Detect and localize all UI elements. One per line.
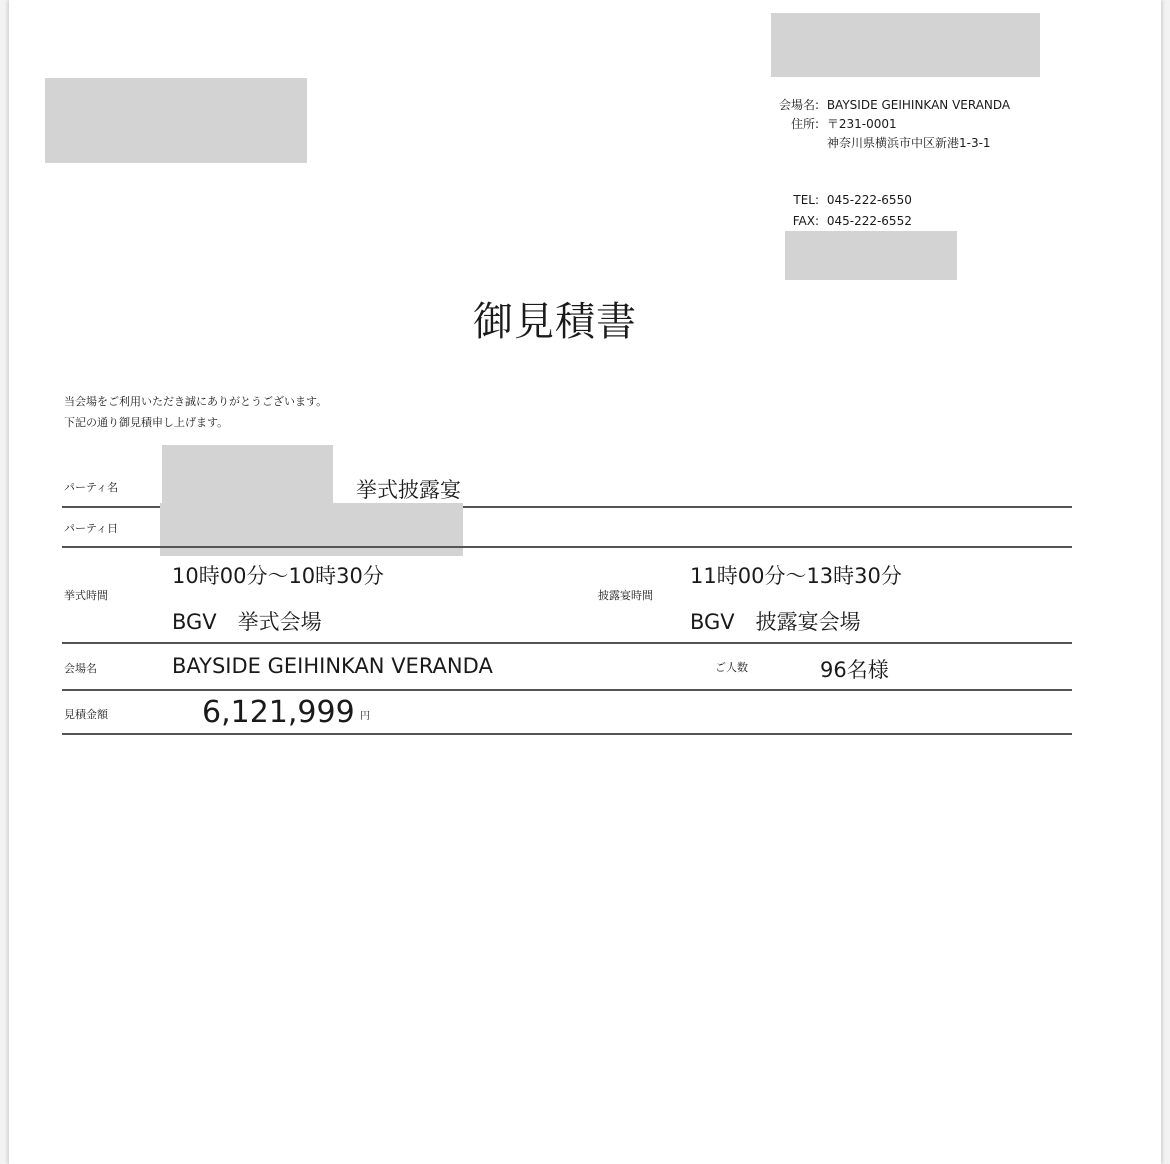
amount-unit: 円 <box>360 711 370 722</box>
intro-line-2: 下記の通り御見積申し上げます。 <box>64 416 229 429</box>
reception-time-label: 披露宴時間 <box>598 589 653 602</box>
venue-row-label: 会場名 <box>64 662 97 675</box>
redacted-party-date <box>160 503 463 556</box>
postal-code: 〒231-0001 <box>826 117 897 131</box>
amount-label: 見積金額 <box>64 708 108 721</box>
fax-value: 045-222-6552 <box>826 214 912 228</box>
intro-line-1: 当会場をご利用いただき誠にありがとうございます。 <box>64 395 328 408</box>
ceremony-time-label: 挙式時間 <box>64 589 108 602</box>
fax-line <box>729 214 912 228</box>
address-value: 神奈川県横浜市中区新港1-3-1 <box>827 136 991 150</box>
guests-value: 96名様 <box>820 658 889 682</box>
redacted-block-top-right <box>771 13 1040 77</box>
party-name-label: パーティ名 <box>64 481 119 494</box>
venue-name-label: 会場名: <box>778 98 819 112</box>
reception-time-value: 11時00分～13時30分 <box>690 564 902 588</box>
divider-3 <box>62 642 1072 644</box>
venue-row-value: BAYSIDE GEIHINKAN VERANDA <box>172 654 493 678</box>
divider-5 <box>62 733 1072 735</box>
document-title: 御見積書 <box>473 299 637 345</box>
ceremony-time-value: 10時00分～10時30分 <box>172 564 384 588</box>
redacted-block-stamp <box>785 231 957 280</box>
fax-label: FAX: <box>792 214 819 228</box>
ceremony-place-value: BGV 挙式会場 <box>172 610 322 634</box>
tel-value: 045-222-6550 <box>826 193 912 207</box>
party-name-suffix: 挙式披露宴 <box>356 478 461 502</box>
address-label: 住所: <box>790 117 819 131</box>
reception-place-value: BGV 披露宴会場 <box>690 610 861 634</box>
party-date-label: パーティ日 <box>64 522 119 535</box>
tel-label: TEL: <box>793 193 819 207</box>
estimate-document <box>9 0 1161 1164</box>
redacted-party-name <box>162 445 333 503</box>
amount-value: 6,121,999 <box>202 695 355 730</box>
divider-2 <box>62 546 1072 548</box>
divider-4 <box>62 689 1072 691</box>
guests-label: ご人数 <box>715 661 748 674</box>
venue-info-line <box>729 96 1010 113</box>
redacted-block-top-left <box>45 78 307 163</box>
venue-name-value: BAYSIDE GEIHINKAN VERANDA <box>826 98 1011 112</box>
address-postal-line <box>729 115 897 132</box>
address-line <box>823 134 991 151</box>
tel-line <box>729 193 912 207</box>
